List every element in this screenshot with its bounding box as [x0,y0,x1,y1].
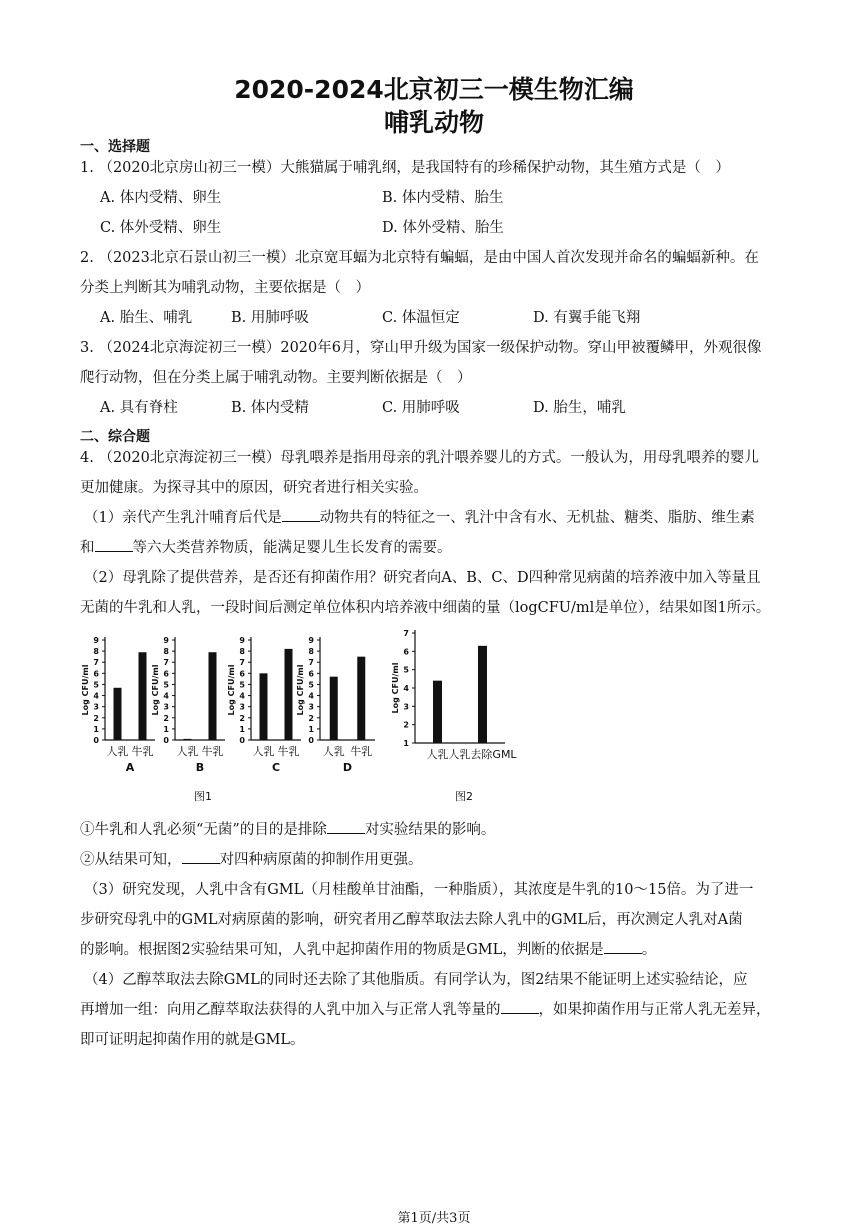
question-4-part4-line1: （4）乙醇萃取法去除GML的同时还去除了其他脂质。有同学认为，图2结果不能证明上述实验结论，应 [84,972,748,988]
y-tick-label: 0 [239,736,245,745]
y-tick-label: 6 [308,669,314,679]
section-heading-comprehensive: 二、综合题 [80,429,150,445]
y-tick-label: 2 [93,713,99,723]
y-tick-label: 7 [308,658,314,668]
y-tick-label: 3 [93,702,99,712]
category-label: 牛乳 [131,745,154,758]
y-axis-label: Log CFU/ml [81,664,90,716]
y-tick-label: 4 [308,691,314,701]
question-4-part2-line2: 无菌的牛乳和人乳，一段时间后测定单位体积内培养液中细菌的量（logCFU/ml是单位），结果如图1所示。 [80,600,771,616]
q3-option-a: A. 具有脊柱 [100,400,178,416]
q2-option-b: B. 用肺呼吸 [231,310,309,326]
category-label: 人乳 [176,745,199,758]
y-tick-label: 6 [403,647,409,657]
answer-blank[interactable] [501,1001,539,1014]
question-1-stem: 1. （2020北京房山初三一模）大熊猫属于哺乳纲，是我国特有的珍稀保护动物，其生殖方式是（ ） [80,160,730,176]
bar [114,688,122,740]
y-tick-label: 0 [308,736,314,745]
y-tick-label: 1 [163,724,169,734]
figure-1-caption: 图1 [194,790,212,803]
q3-option-b: B. 体内受精 [231,400,309,416]
answer-blank[interactable] [604,941,642,954]
category-label: 人乳 [106,745,129,758]
category-label: 人乳 [252,745,275,758]
y-tick-label: 1 [308,724,314,734]
y-tick-label: 6 [93,669,99,679]
question-4-intro-line2: 更加健康。为探寻其中的原因，研究者进行相关实验。 [80,480,428,496]
bar [357,657,365,740]
answer-blank[interactable] [282,509,320,522]
y-tick-label: 9 [163,636,169,645]
y-tick-label: 3 [403,702,409,712]
q1-option-a: A. 体内受精、卵生 [100,190,222,206]
y-tick-label: 4 [93,691,99,701]
bar [330,677,338,740]
bar [285,649,293,740]
category-label: 人乳 [426,748,449,761]
y-tick-label: 5 [163,680,169,690]
question-3-stem-line1: 3. （2024北京海淀初三一模）2020年6月，穿山甲升级为国家一级保护动物。穿山甲被覆鳞甲，外观很像 [80,340,762,356]
figure-2-caption: 图2 [455,790,473,803]
y-tick-label: 6 [163,669,169,679]
q3-option-d: D. 胎生，哺乳 [533,400,626,416]
y-tick-label: 0 [163,736,169,745]
panel-label: A [125,761,135,774]
y-tick-label: 2 [403,720,409,730]
y-tick-label: 5 [308,680,314,690]
y-tick-label: 1 [239,724,245,734]
category-label: 牛乳 [201,745,224,758]
y-tick-label: 5 [403,665,409,675]
panel-label: D [342,761,353,774]
q2-option-d: D. 有翼手能飞翔 [533,310,641,326]
bar [139,652,147,740]
y-tick-label: 1 [93,724,99,734]
question-2-stem-line1: 2. （2023北京石景山初三一模）北京宽耳蝠为北京特有蝙蝠，是由中国人首次发现并命名的蝙蝠新种。在 [80,250,759,266]
y-tick-label: 5 [93,680,99,690]
question-4-sub2: ②从结果可知， 对四种病原菌的抑制作用更强。 [80,852,423,868]
y-tick-label: 2 [308,713,314,723]
answer-blank[interactable] [95,539,133,552]
answer-blank[interactable] [182,851,220,864]
page-footer: 第1页/共3页 [397,1211,471,1226]
page-title: 2020-2024北京初三一模生物汇编 [234,75,634,104]
question-4-part3-line1: （3）研究发现，人乳中含有GML（月桂酸单甘油酯，一种脂质），其浓度是牛乳的10～15倍。为了进一 [84,882,754,898]
page-subtitle: 哺乳动物 [383,108,484,137]
q3-option-c: C. 用肺呼吸 [382,400,460,416]
y-axis-label: Log CFU/ml [227,664,236,716]
question-2-stem-line2: 分类上判断其为哺乳动物，主要依据是（ ） [80,280,370,296]
y-tick-label: 2 [163,713,169,723]
question-4-sub1: ①牛乳和人乳必须“无菌”的目的是排除 对实验结果的影响。 [80,822,496,838]
y-tick-label: 7 [239,658,245,668]
question-4-part1-line1: （1）亲代产生乳汁哺育后代是 动物共有的特征之一、乳汁中含有水、无机盐、糖类、脂肪、维生素 [84,510,755,526]
question-4-part4-line3: 即可证明起抑菌作用的就是GML。 [80,1032,305,1048]
question-4-part4-line2: 再增加一组：向用乙醇萃取法获得的人乳中加入与正常人乳等量的 ，如果抑菌作用与正常人乳无差异， [80,1002,771,1018]
y-tick-label: 6 [239,669,245,679]
category-label: 牛乳 [277,745,300,758]
bar [184,739,192,740]
question-4-part3-line3: 的影响。根据图2实验结果可知，人乳中起抑菌作用的物质是GML，判断的依据是 。 [80,942,657,958]
y-axis-label: Log CFU/ml [296,664,305,716]
y-tick-label: 0 [93,736,99,745]
y-tick-label: 9 [93,636,99,645]
y-tick-label: 8 [163,647,169,657]
question-4-intro-line1: 4. （2020北京海淀初三一模）母乳喂养是指用母亲的乳汁喂养婴儿的方式。一般认为，用母乳喂养的婴儿 [80,450,759,466]
y-tick-label: 7 [93,658,99,668]
question-4-part1-line2: 和 等六大类营养物质，能满足婴儿生长发育的需要。 [80,540,452,556]
y-tick-label: 7 [403,629,409,638]
y-tick-label: 4 [403,684,409,693]
y-axis-label: Log CFU/ml [151,664,160,716]
y-tick-label: 2 [239,713,245,723]
question-3-stem-line2: 爬行动物，但在分类上属于哺乳动物。主要判断依据是（ ） [80,370,472,386]
figures [0,625,868,815]
bar [433,681,442,743]
category-label: 人乳去除GML [448,748,517,761]
y-tick-label: 8 [308,647,314,657]
q1-option-c: C. 体外受精、卵生 [100,220,222,236]
y-tick-label: 5 [239,680,245,690]
bar [209,652,217,740]
category-label: 牛乳 [350,745,373,758]
y-tick-label: 3 [163,702,169,712]
y-tick-label: 4 [163,691,169,701]
y-tick-label: 7 [163,658,169,668]
bar [478,646,487,743]
q1-option-d: D. 体外受精、胎生 [382,220,504,236]
y-tick-label: 9 [308,636,314,645]
y-tick-label: 9 [239,636,245,645]
y-tick-label: 3 [239,702,245,712]
q2-option-c: C. 体温恒定 [382,310,460,326]
question-4-part2-line1: （2）母乳除了提供营养，是否还有抑菌作用？研究者向A、B、C、D四种常见病菌的培养液中加入等量且 [84,570,761,586]
question-4-part3-line2: 步研究母乳中的GML对病原菌的影响，研究者用乙醇萃取法去除人乳中的GML后，再次测定人乳对A菌 [80,912,743,928]
panel-label: B [195,761,205,774]
y-axis-label: Log CFU/ml [391,662,400,714]
y-tick-label: 4 [239,691,245,701]
section-heading-choice: 一、选择题 [80,139,150,155]
q2-option-a: A. 胎生、哺乳 [100,310,193,326]
answer-blank[interactable] [327,821,365,834]
panel-label: C [271,761,281,774]
y-tick-label: 8 [93,647,99,657]
q1-option-b: B. 体内受精、胎生 [382,190,504,206]
y-tick-label: 3 [308,702,314,712]
y-tick-label: 8 [239,647,245,657]
y-tick-label: 1 [403,739,409,748]
category-label: 人乳 [322,745,345,758]
bar [260,673,268,740]
